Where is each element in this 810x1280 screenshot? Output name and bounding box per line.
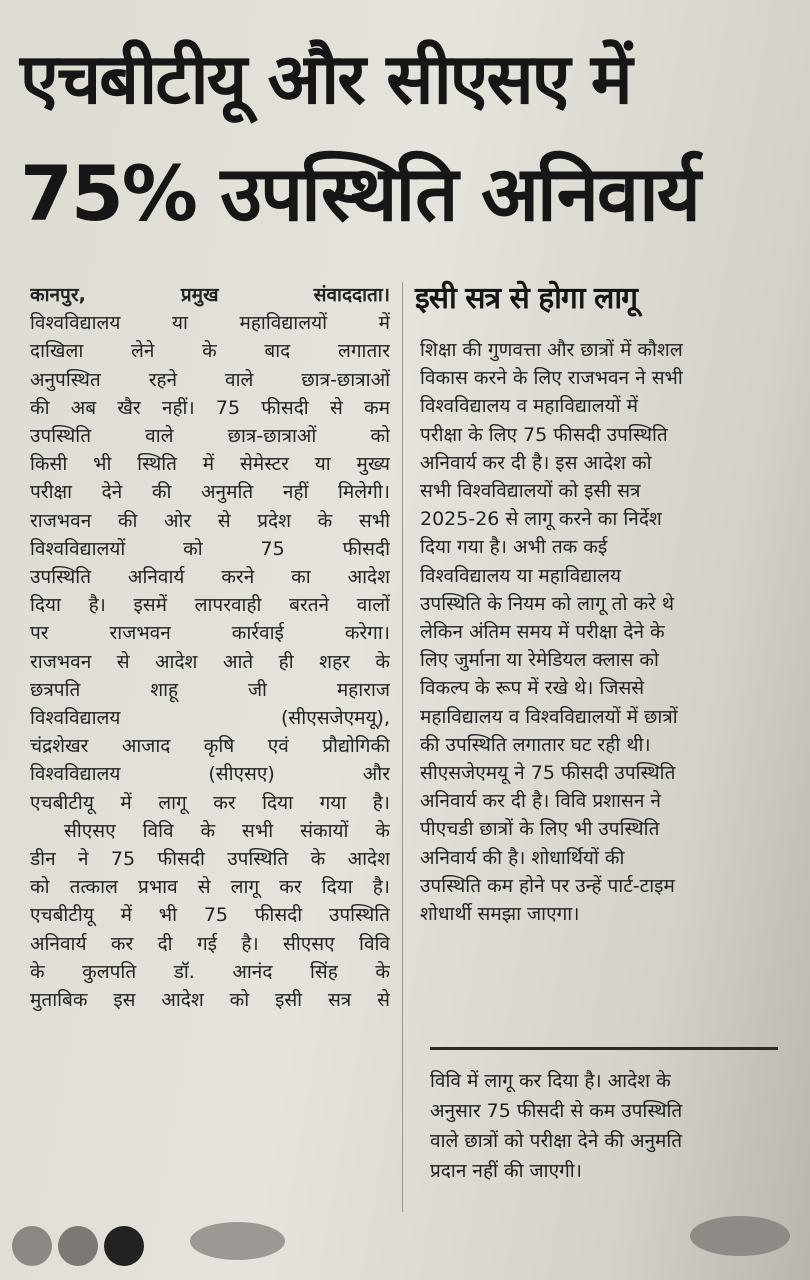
text-line: अनिवार्य कर दी है। इस आदेश को (420, 451, 652, 474)
right-column-body (420, 336, 765, 928)
text-line: एचबीटीयू में लागू कर दिया गया है। (30, 791, 390, 814)
text-line: विश्वविद्यालय या महाविद्यालय (420, 564, 622, 587)
text-line: दिया है। इसमें लापरवाही बरतने वालों (30, 594, 390, 617)
dateline: कानपुर, प्रमुख संवाददाता। (30, 284, 390, 306)
text-line: विश्वविद्यालय व महाविद्यालयों में (420, 395, 639, 418)
text-line: विकल्प के रूप में रखे थे। जिससे (420, 677, 645, 700)
text-line: पर राजभवन कार्रवाई करेगा। (30, 622, 390, 645)
text-line: दिया गया है। अभी तक कई (420, 536, 608, 559)
text-line: अनुसार 75 फीसदी से कम उपस्थिति (430, 1100, 683, 1122)
decorative-dot-2 (58, 1226, 98, 1266)
text-line: राजभवन की ओर से प्रदेश के सभी (30, 509, 390, 532)
text-line: विकास करने के लिए राजभवन ने सभी (420, 367, 683, 390)
decorative-oval-right (690, 1216, 790, 1256)
text-line: 2025-26 से लागू करने का निर्देश (420, 508, 662, 531)
text-line: महाविद्यालय व विश्वविद्यालयों में छात्रों (420, 705, 678, 728)
text-line: उपस्थिति के नियम को लागू तो करे थे (420, 592, 675, 615)
text-line: उपस्थिति अनिवार्य करने का आदेश (30, 566, 390, 589)
text-line: पीएचडी छात्रों के लिए भी उपस्थिति (420, 818, 660, 841)
column-divider (402, 282, 403, 1212)
text-line: परीक्षा देने की अनुमति नहीं मिलेगी। (30, 481, 390, 504)
text-line: चंद्रशेखर आजाद कृषि एवं प्रौद्योगिकी (30, 735, 390, 758)
decorative-dot-1 (12, 1226, 52, 1266)
text-line: दाखिला लेने के बाद लगातार (30, 340, 390, 363)
text-line: को तत्काल प्रभाव से लागू कर दिया है। (30, 876, 390, 899)
text-line: विश्वविद्यालय (सीएसए) और (30, 763, 390, 786)
text-line: डीन ने 75 फीसदी उपस्थिति के आदेश (30, 848, 390, 871)
text-line: सभी विश्वविद्यालयों को इसी सत्र (420, 480, 641, 503)
right-column (420, 336, 765, 928)
text-line: किसी भी स्थिति में सेमेस्टर या मुख्य (30, 453, 390, 476)
text-line: अनिवार्य कर दी है। विवि प्रशासन ने (420, 790, 661, 813)
decorative-dot-3 (104, 1226, 144, 1266)
text-line: परीक्षा के लिए 75 फीसदी उपस्थिति (420, 423, 668, 446)
text-line: के कुलपति डॉ. आनंद सिंह के (30, 960, 390, 983)
left-column-body (30, 309, 390, 1014)
text-line: की अब खैर नहीं। 75 फीसदी से कम (30, 396, 390, 419)
subheading: इसी सत्र से होगा लागू (415, 281, 638, 316)
text-line: राजभवन से आदेश आते ही शहर के (30, 650, 390, 673)
text-line: लेकिन अंतिम समय में परीक्षा देने के (420, 621, 665, 644)
text-line: मुताबिक इस आदेश को इसी सत्र से (30, 989, 390, 1012)
headline-line-2: 75% उपस्थिति अनिवार्य (20, 149, 699, 238)
headline-line-1: एचबीटीयू और सीएसए में (20, 38, 631, 120)
text-line: विवि में लागू कर दिया है। आदेश के (430, 1070, 671, 1092)
text-line: अनिवार्य कर दी गई है। सीएसए विवि (30, 932, 390, 955)
text-line: विश्वविद्यालय या महाविद्यालयों में (30, 312, 390, 335)
text-line: उपस्थिति कम होने पर उन्हें पार्ट-टाइम (420, 874, 675, 897)
text-line: शिक्षा की गुणवत्ता और छात्रों में कौशल (420, 339, 683, 361)
text-line: छत्रपति शाहू जी महाराज (30, 678, 390, 701)
text-line: लिए जुर्माना या रेमेडियल क्लास को (420, 649, 659, 672)
section-rule (430, 1047, 778, 1050)
text-line: शोधार्थी समझा जाएगा। (420, 903, 580, 926)
text-line: एचबीटीयू में भी 75 फीसदी उपस्थिति (30, 904, 390, 927)
text-line: सीएसजेएमयू ने 75 फीसदी उपस्थिति (420, 762, 676, 785)
text-line: वाले छात्रों को परीक्षा देने की अनुमति (430, 1130, 683, 1152)
decorative-oval-left (190, 1222, 285, 1260)
text-line: की उपस्थिति लगातार घट रही थी। (420, 733, 651, 756)
text-line: अनिवार्य की है। शोधार्थियों की (420, 846, 625, 869)
text-line: प्रदान नहीं की जाएगी। (430, 1160, 582, 1182)
text-line: सीएसए विवि के सभी संकायों के (64, 819, 390, 842)
text-line: उपस्थिति वाले छात्र-छात्राओं को (30, 425, 390, 448)
left-column (30, 281, 390, 1014)
right-column-continuation (430, 1066, 780, 1186)
text-line: अनुपस्थित रहने वाले छात्र-छात्राओं (30, 368, 390, 391)
text-line: विश्वविद्यालयों को 75 फीसदी (30, 537, 390, 560)
text-line: विश्वविद्यालय (सीएसजेएमयू), (30, 707, 390, 730)
